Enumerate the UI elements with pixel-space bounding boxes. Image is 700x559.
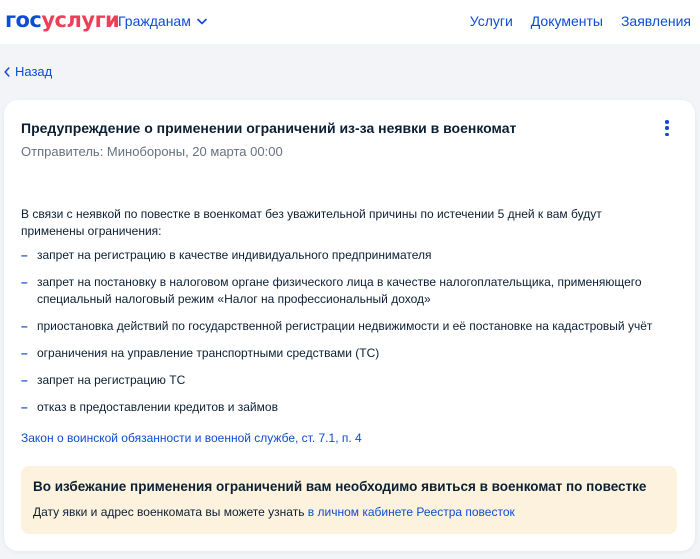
bullet-dash: – <box>21 319 28 333</box>
restrictions-list <box>21 247 681 416</box>
kebab-dot <box>665 120 669 124</box>
registry-cabinet-link[interactable]: в личном кабинете Реестра повесток <box>307 505 515 519</box>
message-title: Предупреждение о применении ограничений из-за неявки в военкомат <box>21 120 517 136</box>
bullet-dash: – <box>21 346 28 360</box>
top-header <box>0 0 700 44</box>
nav-link-services[interactable]: Услуги <box>469 13 513 29</box>
bullet-dash: – <box>21 373 28 387</box>
message-card <box>4 100 695 551</box>
warning-notice <box>21 466 677 534</box>
citizens-dropdown-label: Гражданам <box>118 13 191 29</box>
bullet-dash: – <box>21 400 28 414</box>
nav-link-applications[interactable]: Заявления <box>620 13 691 29</box>
kebab-menu-icon[interactable] <box>663 120 671 136</box>
restriction-text: запрет на постановку в налоговом органе физического лица в качестве налогоплательщика, применяющего специальный налоговый режим «Налог на профессиональный доход» <box>37 275 642 306</box>
chevron-left-icon <box>4 67 10 77</box>
logo-part-gos: гос <box>5 8 42 32</box>
notice-title: Во избежание применения ограничений вам необходимо явиться в военкомат по повестке <box>33 479 647 494</box>
bullet-dash: – <box>21 275 28 289</box>
restriction-item <box>21 274 681 308</box>
chevron-down-icon <box>197 18 207 25</box>
restriction-text: запрет на регистрацию в качестве индивидуального предпринимателя <box>37 248 432 262</box>
bullet-dash: – <box>21 248 28 262</box>
message-sender: Отправитель: Минобороны, 20 марта 00:00 <box>21 144 283 159</box>
restriction-text: ограничения на управление транспортными средствами (ТС) <box>37 346 380 360</box>
message-intro: В связи с неявкой по повестке в военкомат без уважительной причины по истечении 5 дней к вам будут применены ограничения: <box>21 207 602 238</box>
kebab-dot <box>665 126 669 130</box>
top-nav <box>470 12 691 30</box>
logo-part-uslugi: услуги <box>41 8 120 32</box>
back-link[interactable] <box>4 64 52 80</box>
restriction-item <box>21 247 681 264</box>
notice-text-body: Дату явки и адрес военкомата вы можете узнать <box>33 505 305 519</box>
gosuslugi-logo[interactable] <box>5 7 119 33</box>
back-link-label: Назад <box>15 64 53 79</box>
restriction-item <box>21 345 681 362</box>
restriction-text: приостановка действий по государственной регистрации недвижимости и её постановке на кадастровый учёт <box>37 319 653 333</box>
restriction-item <box>21 318 681 335</box>
restriction-item <box>21 372 681 389</box>
restriction-item <box>21 399 681 416</box>
nav-link-documents[interactable]: Документы <box>530 13 603 29</box>
citizens-dropdown[interactable] <box>118 12 207 30</box>
kebab-dot <box>665 133 669 137</box>
law-reference-link[interactable]: Закон о воинской обязанности и военной службе, ст. 7.1, п. 4 <box>21 431 362 445</box>
notice-text <box>33 504 515 520</box>
restriction-text: отказ в предоставлении кредитов и займов <box>37 400 278 414</box>
restriction-text: запрет на регистрацию ТС <box>37 373 186 387</box>
